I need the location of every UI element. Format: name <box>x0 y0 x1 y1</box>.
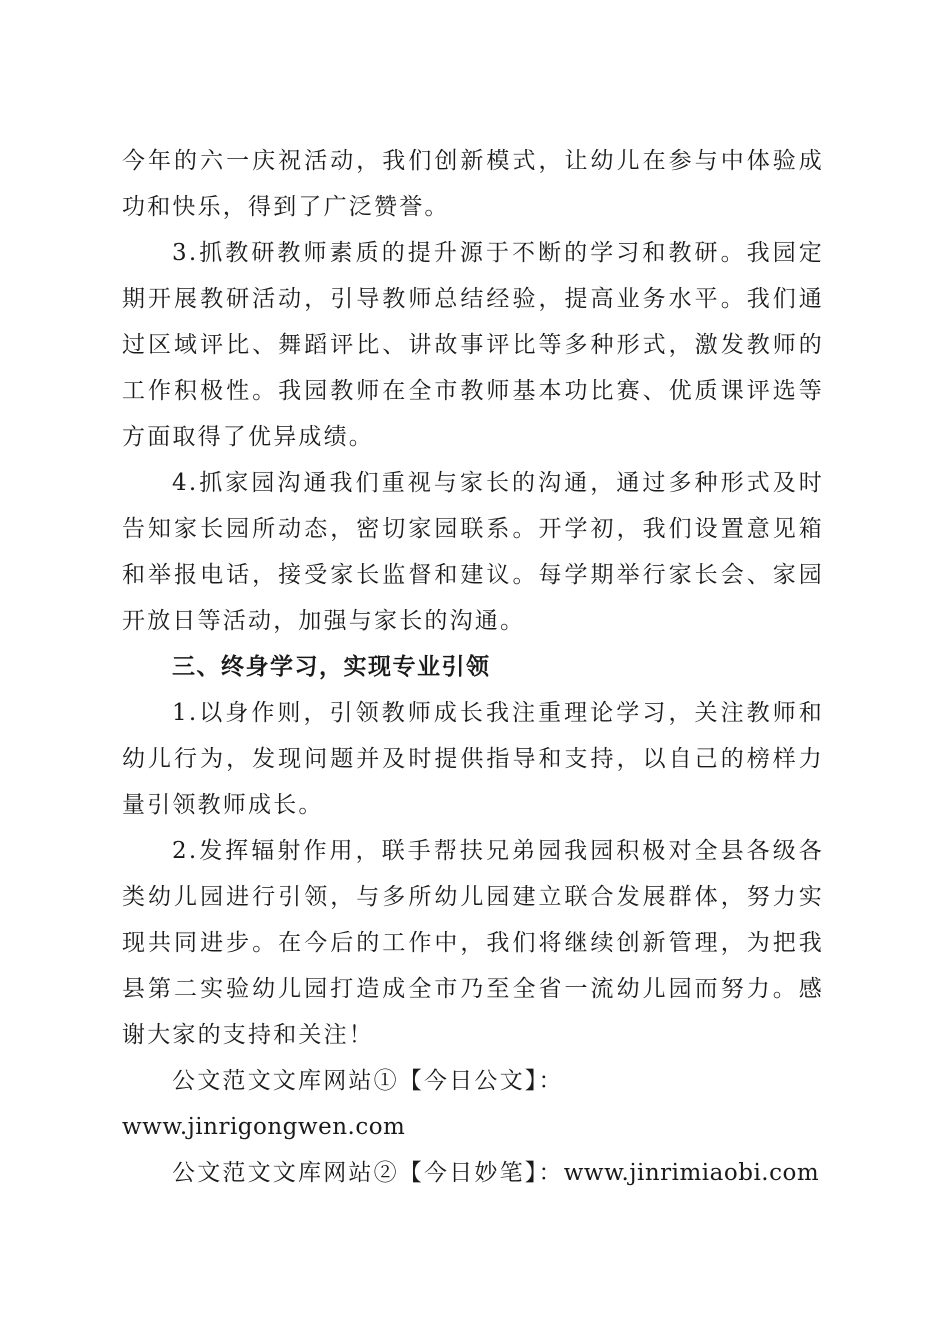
footer-site1-url: www.jinrigongwen.com <box>122 1114 406 1140</box>
paragraph-section3-item-2: 2.发挥辐射作用，联手帮扶兄弟园我园积极对全县各级各类幼儿园进行引领，与多所幼儿园建立联合发展群体，努力实现共同进步。在今后的工作中，我们将继续创新管理，为把我县第二实验幼儿园打造成全市乃至全省一流幼儿园而努力。感谢大家的支持和关注！ <box>122 838 824 1048</box>
footer-site1-label: 公文范文文库网站①【今日公文】： <box>172 1068 564 1094</box>
document-body <box>122 138 824 1196</box>
footer-site2-url: www.jinrimiaobi.com <box>563 1160 820 1186</box>
paragraph-continuation: 今年的六一庆祝活动，我们创新模式，让幼儿在参与中体验成功和快乐，得到了广泛赞誉。 <box>122 148 824 220</box>
footer-site2-label: 公文范文文库网站②【今日妙笔】： <box>172 1160 564 1186</box>
paragraph-item-4: 4.抓家园沟通我们重视与家长的沟通，通过多种形式及时告知家长园所动态，密切家园联系。开学初，我们设置意见箱和举报电话，接受家长监督和建议。每学期举行家长会、家园开放日等活动，加强与家长的沟通。 <box>122 470 824 634</box>
footer-site2-line <box>122 1150 824 1196</box>
paragraph-section3-item-1: 1.以身作则，引领教师成长我注重理论学习，关注教师和幼儿行为，发现问题并及时提供指导和支持，以自己的榜样力量引领教师成长。 <box>122 700 824 818</box>
section-heading: 三、终身学习，实现专业引领 <box>172 654 491 680</box>
paragraph-item-3: 3.抓教研教师素质的提升源于不断的学习和教研。我园定期开展教研活动，引导教师总结经验，提高业务水平。我们通过区域评比、舞蹈评比、讲故事评比等多种形式，激发教师的工作积极性。我园教师在全市教师基本功比赛、优质课评选等方面取得了优异成绩。 <box>122 240 824 450</box>
